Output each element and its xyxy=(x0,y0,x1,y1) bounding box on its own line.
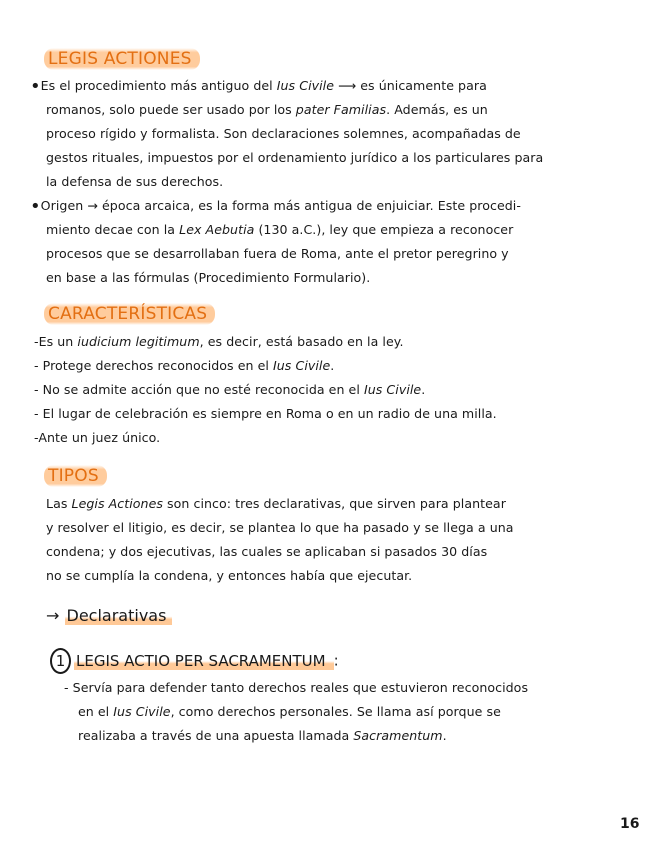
italic-term: Sacramentum xyxy=(353,728,443,743)
text-span: Es el procedimiento más antiguo del xyxy=(40,78,277,93)
sacramentum-line1: - Servía para defender tanto derechos reales que estuvieron reconocidos xyxy=(64,680,529,695)
text-span: . xyxy=(442,728,447,743)
legis-p1-line4: gestos rituales, impuestos por el ordenamiento jurídico a los particulares para xyxy=(46,150,544,165)
right-arrow-icon: → xyxy=(46,606,60,625)
tipos-line2: y resolver el litigio, es decir, se plantea lo que ha pasado y se llega a una xyxy=(46,520,514,535)
bullet: • xyxy=(30,196,41,217)
text-span: , como derechos personales. Se llama así porque se xyxy=(170,704,501,719)
text-span: . xyxy=(421,382,426,397)
legis-p1-line5: la defensa de sus derechos. xyxy=(46,174,224,189)
italic-term: Legis Actiones xyxy=(71,496,163,511)
legis-p1-line2 xyxy=(46,102,488,118)
text-span: ⟶ es únicamente para xyxy=(334,78,487,93)
text-span: . xyxy=(330,358,335,373)
italic-term: pater Familias xyxy=(295,102,387,117)
text-span: realizaba a través de una apuesta llamada xyxy=(78,728,354,743)
tipos-line1 xyxy=(46,496,506,512)
legis-p1-line3: proceso rígido y formalista. Son declaraciones solemnes, acompañadas de xyxy=(46,126,521,141)
text-span: romanos, solo puede ser usado por los xyxy=(46,102,296,117)
text-span: -Es un xyxy=(34,334,78,349)
caracteristicas-item-4: - El lugar de celebración es siempre en Roma o en un radio de una milla. xyxy=(34,406,497,421)
colon: : xyxy=(333,651,339,670)
caracteristicas-item-5: -Ante un juez único. xyxy=(34,430,161,445)
caracteristicas-item-2 xyxy=(34,358,334,374)
text-span: Origen → época arcaica, es la forma más antigua de enjuiciar. Este procedi- xyxy=(40,198,521,213)
tipos-line4: no se cumplía la condena, y entonces había que ejecutar. xyxy=(46,568,413,583)
text-span: - Protege derechos reconocidos en el xyxy=(34,358,274,373)
italic-term: Ius Civile xyxy=(113,704,171,719)
sacramentum-line3 xyxy=(78,728,447,744)
bullet: • xyxy=(30,76,41,97)
text-span: son cinco: tres declarativas, que sirven para plantear xyxy=(163,496,506,511)
italic-term: Ius Civile xyxy=(276,78,335,93)
tipos-line3: condena; y dos ejecutivas, las cuales se aplicaban si pasados 30 días xyxy=(46,544,488,559)
heading-legis-actiones: LEGIS ACTIONES xyxy=(44,48,200,70)
legis-p1-line1 xyxy=(30,76,487,97)
text-span: - No se admite acción que no esté reconocida en el xyxy=(34,382,364,397)
text-span: en el xyxy=(78,704,114,719)
item-legis-actio-sacramentum xyxy=(50,648,339,674)
page-number: 16 xyxy=(620,816,640,832)
legis-p2-line2 xyxy=(46,222,513,238)
text-span: miento decae con la xyxy=(46,222,180,237)
legis-p2-line3: procesos que se desarrollaban fuera de Roma, ante el pretor peregrino y xyxy=(46,246,509,261)
heading-tipos: TIPOS xyxy=(44,465,107,487)
italic-term: Lex Aebutia xyxy=(179,222,255,237)
text-span: Las xyxy=(46,496,72,511)
subheading-declarativas xyxy=(46,606,172,626)
circled-number: 1 xyxy=(50,648,71,674)
declarativas-label: Declarativas xyxy=(65,606,173,625)
caracteristicas-item-3 xyxy=(34,382,425,398)
legis-p2-line1 xyxy=(30,196,521,217)
italic-term: Ius Civile xyxy=(273,358,331,373)
legis-p2-line4: en base a las fórmulas (Procedimiento Formulario). xyxy=(46,270,371,285)
heading-caracteristicas: CARACTERÍSTICAS xyxy=(44,303,215,325)
italic-term: iudicium legitimum xyxy=(77,334,200,349)
caracteristicas-item-1 xyxy=(34,334,404,350)
text-span: . Además, es un xyxy=(386,102,488,117)
italic-term: Ius Civile xyxy=(363,382,422,397)
text-span: , es decir, está basado en la ley. xyxy=(199,334,404,349)
sacramentum-line2 xyxy=(78,704,501,720)
sacramentum-title: LEGIS ACTIO PER SACRAMENTUM xyxy=(74,652,334,670)
text-span: (130 a.C.), ley que empieza a reconocer xyxy=(254,222,514,237)
